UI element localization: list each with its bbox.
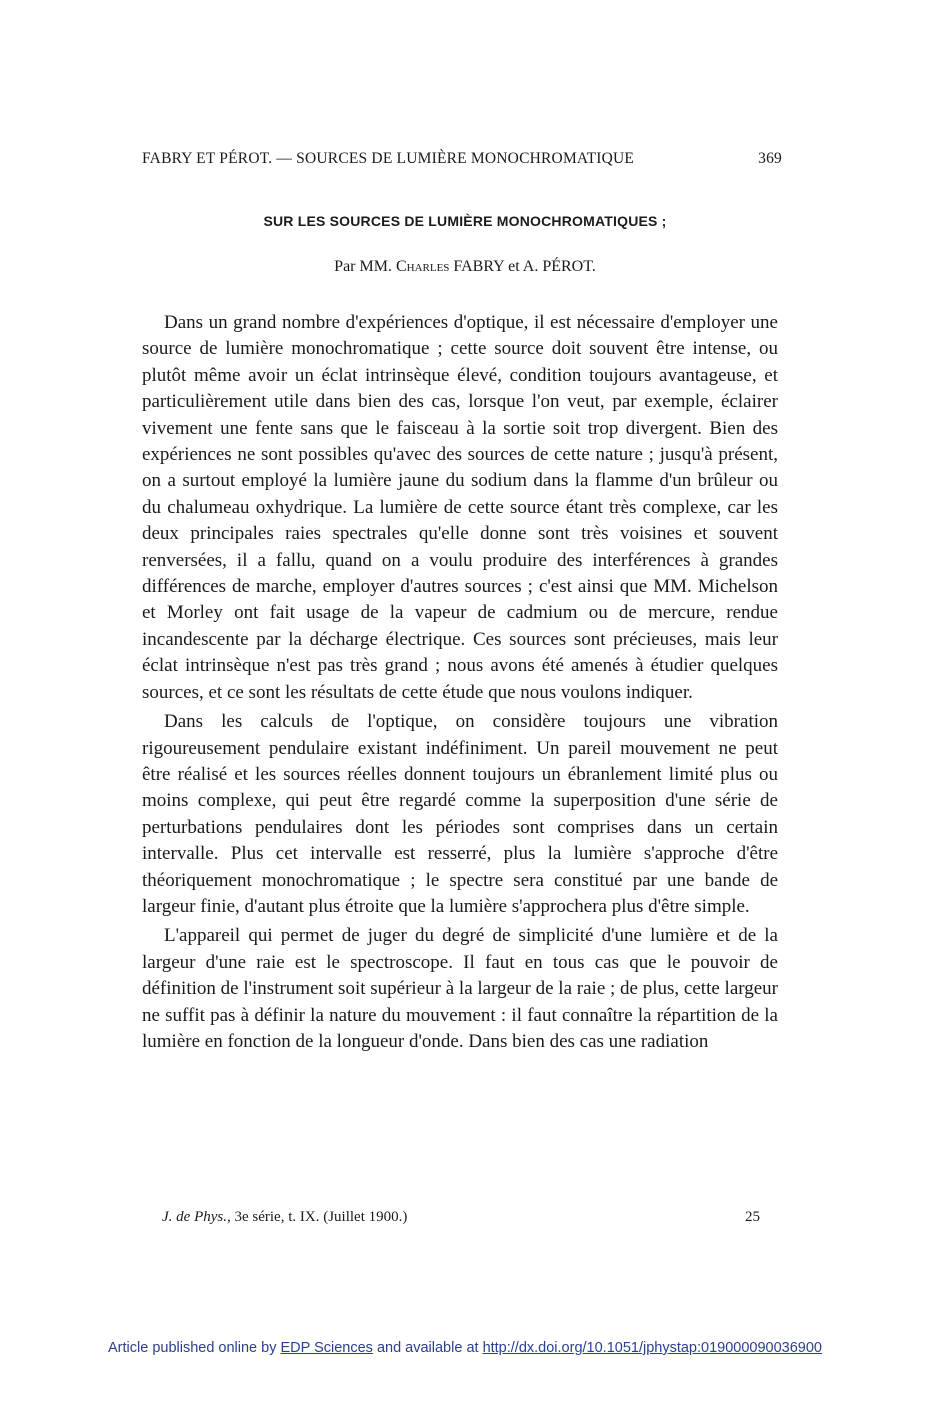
signature-mark: 25 — [745, 1209, 760, 1225]
author1-first-name: Charles — [395, 258, 450, 275]
footline — [162, 1209, 760, 1226]
publisher-note-middle: and available at — [376, 1340, 479, 1356]
page-number: 369 — [758, 150, 782, 167]
publisher-note-prefix: Article published online by — [108, 1340, 277, 1356]
body-text — [142, 310, 778, 1058]
journal-details: 3e série, t. IX. (Juillet 1900.) — [234, 1209, 408, 1225]
running-head — [142, 150, 782, 168]
byline-and: et — [508, 258, 520, 275]
author1-last-name: FABRY — [453, 258, 505, 275]
byline — [0, 258, 930, 276]
running-head-title: FABRY ET PÉROT. — SOURCES DE LUMIÈRE MONOCHROMATIQUE — [142, 150, 635, 167]
paragraph-3: L'appareil qui permet de juger du degré de simplicité d'une lumière et de la largeur d'une raie est le spectroscope. Il faut en tous cas que le pouvoir de définition de l'instrument soit supérieur à la largeur de la raie ; de plus, cette largeur ne suffit pas à définir la nature du mouvement : il faut connaître la répartition de la lumière en fonction de la longueur d'onde. Dans bien des cas une radiation — [142, 925, 778, 1052]
byline-prefix: Par MM. — [334, 258, 392, 275]
article-title: SUR LES SOURCES DE LUMIÈRE MONOCHROMATIQUES ; — [263, 213, 667, 229]
publisher-link[interactable]: EDP Sciences — [280, 1340, 373, 1356]
publisher-note — [0, 1340, 930, 1356]
doi-link[interactable]: http://dx.doi.org/10.1051/jphystap:019000090036900 — [482, 1340, 822, 1356]
paragraph-2: Dans les calculs de l'optique, on considère toujours une vibration rigoureusement pendulaire existant indéfiniment. Un pareil mouvement ne peut être réalisé et les sources réelles donnent toujours un ébranlement limité plus ou moins complexe, qui peut être regardé comme la superposition d'une série de perturbations pendulaires dont les périodes sont comprises dans un certain intervalle. Plus cet intervalle est resserré, plus la lumière s'approche d'être théoriquement monochromatique ; le spectre sera constitué par une bande de largeur finie, d'autant plus étroite que la lumière s'approchera plus d'être simple. — [142, 711, 778, 917]
paragraph-1: Dans un grand nombre d'expériences d'optique, il est nécessaire d'employer une source de lumière monochromatique ; cette source doit souvent être intense, ou plutôt même avoir un éclat intrinsèque élevé, condition toujours avantageuse, et particulièrement utile dans bien des cas, lorsque l'on veut, par exemple, éclairer vivement une fente sans que le faisceau à la sortie soit trop divergent. Bien des expériences ne sont possibles qu'avec des sources de cette nature ; jusqu'à présent, on a surtout employé la lumière jaune du sodium dans la flamme d'un brûleur ou du chalumeau oxhydrique. La lumière de cette source étant très complexe, car les deux principales raies spectrales qu'elle donne sont très voisines et souvent renversées, il a fallu, quand on a voulu produire des interférences à grandes différences de marche, employer d'autres sources ; c'est ainsi que MM. Michelson et Morley ont fait usage de la vapeur de cadmium ou de mercure, rendue incandescente par la décharge électrique. Ces sources sont précieuses, mais leur éclat intrinsèque n'est pas très grand ; nous avons été amenés à étudier quelques sources, et ce sont les résultats de cette étude que nous voulons indiquer. — [142, 312, 778, 703]
author2-name: A. PÉROT. — [522, 258, 596, 275]
journal-abbrev: J. de Phys., — [162, 1209, 231, 1225]
